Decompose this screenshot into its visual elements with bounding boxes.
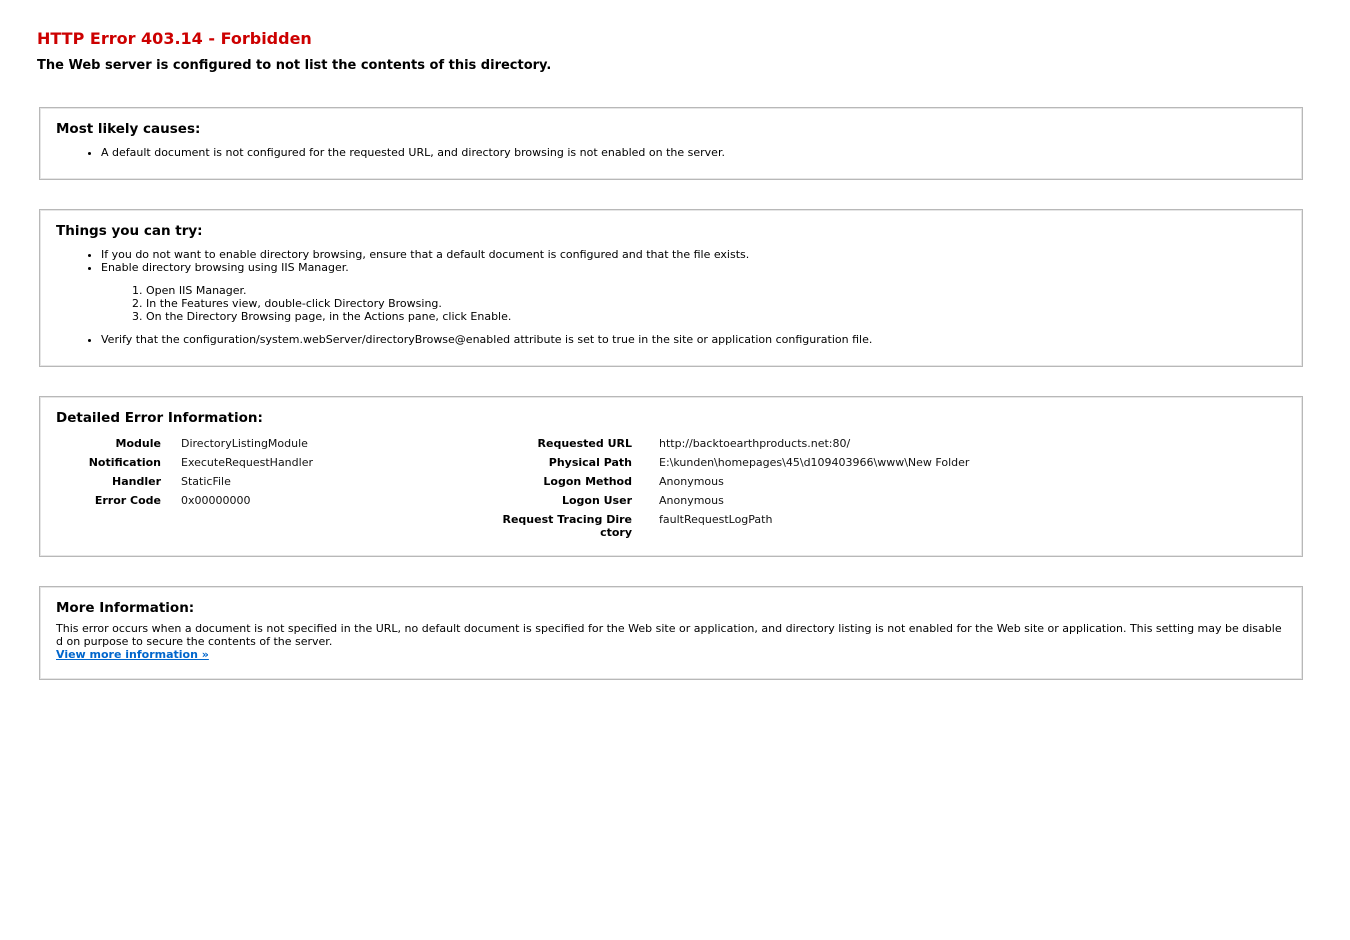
try-list xyxy=(56,248,1286,346)
detail-label: Request Tracing Directory xyxy=(502,513,632,539)
detail-value: E:\kunden\homepages\45\d109403966\www\New Folder xyxy=(659,456,970,469)
list-item xyxy=(101,261,1286,323)
table-row xyxy=(56,437,313,456)
detail-label: Physical Path xyxy=(548,456,632,469)
detail-value: Anonymous xyxy=(659,494,724,507)
causes-section xyxy=(39,107,1303,180)
detail-label: Notification xyxy=(88,456,161,469)
list-item: • If you do not want to enable directory browsing, ensure that a default document is configured and that the file exists. xyxy=(101,248,1286,261)
details-table-right xyxy=(500,437,1159,545)
detail-label: Error Code xyxy=(94,494,161,507)
detail-label: Handler xyxy=(112,475,161,488)
detail-value: Anonymous xyxy=(659,475,724,488)
detail-value: StaticFile xyxy=(181,475,231,488)
list-item-text: Enable directory browsing using IIS Manager. xyxy=(101,261,349,274)
table-row xyxy=(500,494,1159,513)
error-title: HTTP Error 403.14 - Forbidden xyxy=(37,29,312,48)
details-table-left xyxy=(56,437,313,513)
detail-value: ExecuteRequestHandler xyxy=(181,456,313,469)
table-row xyxy=(56,475,313,494)
list-item: • Verify that the configuration/system.webServer/directoryBrowse@enabled attribute is set to true in the site or application configuration file. xyxy=(101,333,1286,346)
more-heading: More Information: xyxy=(56,600,195,616)
details-section xyxy=(39,396,1303,557)
detail-label: Logon User xyxy=(561,494,632,507)
detail-label: Logon Method xyxy=(543,475,632,488)
detail-value: DirectoryListingModule xyxy=(181,437,308,450)
detail-value: 0x00000000 xyxy=(181,494,251,507)
table-row xyxy=(56,494,313,513)
steps-list xyxy=(101,284,1286,323)
table-row xyxy=(500,475,1159,494)
causes-list xyxy=(56,146,1286,159)
step-item: 1. Open IIS Manager. xyxy=(146,284,1286,297)
try-heading: Things you can try: xyxy=(56,223,203,239)
table-row xyxy=(500,513,1159,545)
table-row xyxy=(500,437,1159,456)
detail-label: Module xyxy=(115,437,161,450)
detail-value: http://backtoearthproducts.net:80/ xyxy=(659,437,851,450)
table-row xyxy=(500,456,1159,475)
causes-heading: Most likely causes: xyxy=(56,121,201,137)
detail-label: Requested URL xyxy=(537,437,632,450)
more-section xyxy=(39,586,1303,680)
error-subtitle: The Web server is configured to not list the contents of this directory. xyxy=(37,58,552,73)
table-row xyxy=(56,456,313,475)
step-item: 3. On the Directory Browsing page, in the Actions pane, click Enable. xyxy=(146,310,1286,323)
details-heading: Detailed Error Information: xyxy=(56,410,263,426)
list-item: • A default document is not configured for the requested URL, and directory browsing is not enabled on the server. xyxy=(101,146,1286,159)
more-text: This error occurs when a document is not specified in the URL, no default document is specified for the Web site or application, and directory listing is not enabled for the Web site or application. This setting may be disabled on purpose to secure the contents of the server. xyxy=(56,622,1282,648)
try-section xyxy=(39,209,1303,367)
view-more-link[interactable]: View more information » xyxy=(56,648,209,661)
detail-value: faultRequestLogPath xyxy=(659,513,773,526)
step-item: 2. In the Features view, double-click Directory Browsing. xyxy=(146,297,1286,310)
